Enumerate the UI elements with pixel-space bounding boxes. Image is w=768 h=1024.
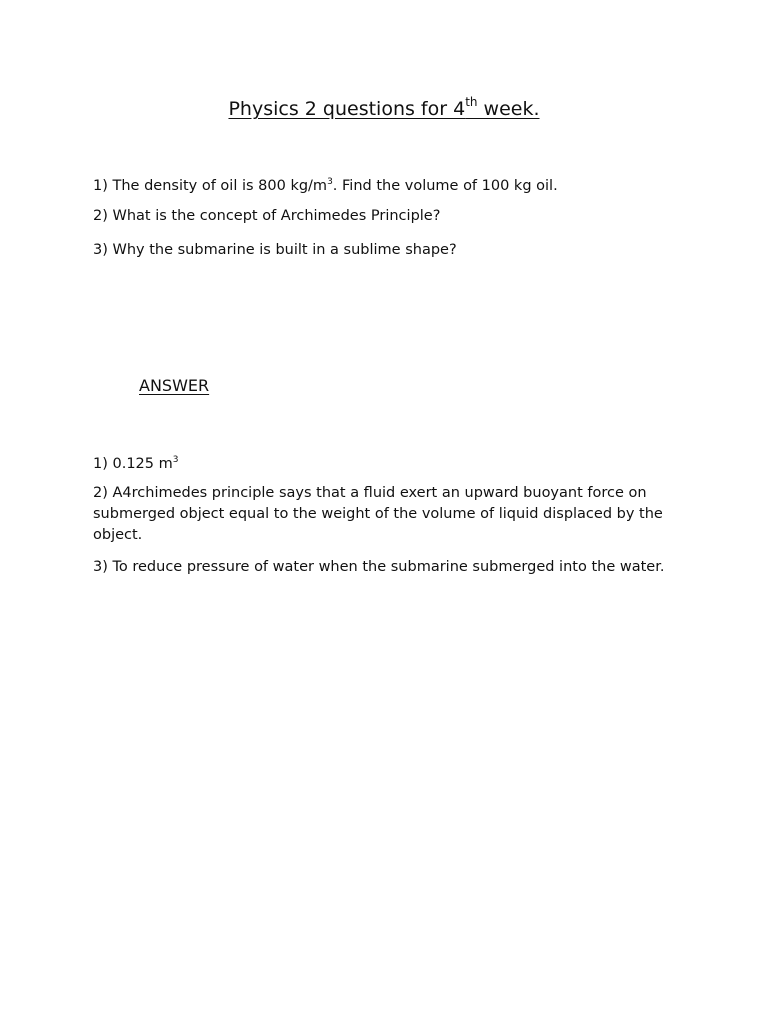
answer-1-text: 1) 0.125 m — [93, 455, 173, 472]
question-1 — [93, 172, 683, 197]
title-suffix: week. — [477, 98, 540, 121]
question-2: 2) What is the concept of Archimedes Principle? — [93, 208, 441, 224]
answer-1 — [93, 450, 683, 475]
document-title — [0, 90, 768, 123]
question-1-text: 1) The density of oil is 800 kg/m — [93, 177, 328, 194]
title-prefix: Physics 2 questions for 4 — [228, 98, 466, 121]
title-superscript: th — [465, 95, 478, 109]
answer-heading: ANSWER — [139, 376, 210, 395]
answer-2: 2) A4rchimedes principle says that a fluid exert an upward buoyant force on submerged object equal to the weight of the volume of liquid displaced by the object. — [93, 485, 663, 543]
question-1-text-end: . Find the volume of 100 kg oil. — [332, 177, 558, 194]
question-1-superscript: 3 — [327, 177, 333, 187]
title-underlined — [228, 95, 540, 121]
answer-3: 3) To reduce pressure of water when the submarine submerged into the water. — [93, 559, 665, 575]
answer-1-superscript: 3 — [172, 455, 179, 465]
question-3: 3) Why the submarine is built in a sublime shape? — [93, 242, 457, 258]
